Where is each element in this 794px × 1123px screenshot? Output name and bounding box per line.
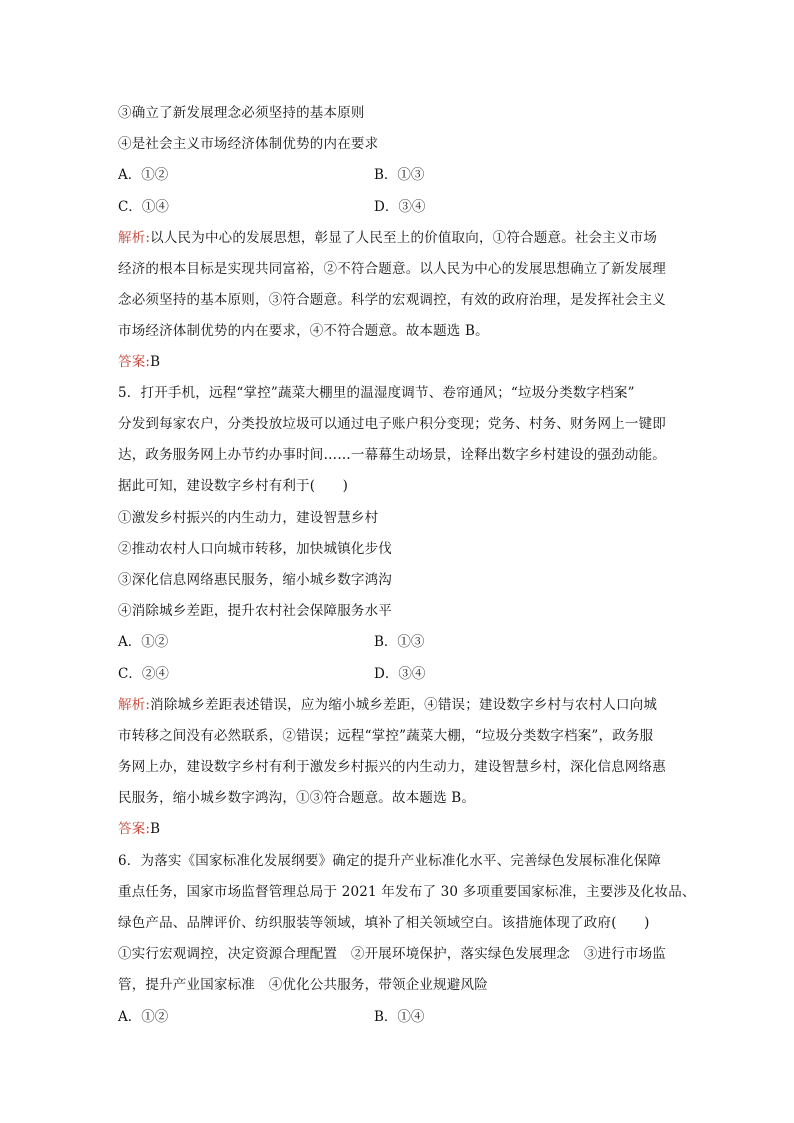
q5-analysis-line: 务网上办，建设数字乡村有利于激发乡村振兴的内生动力，建设智慧乡村，深化信息网络惠 <box>118 759 666 775</box>
q4-option-b: B．①③ <box>374 167 425 183</box>
q5-item-1: ①激发乡村振兴的内生动力，建设智慧乡村 <box>118 510 379 526</box>
q5-answer-value: B <box>150 821 161 837</box>
q6-option-a: A．①② <box>118 1009 169 1025</box>
q6-items-line-1: ①实行宏观调控，决定资源合理配置 ②开展环境保护，落实绿色发展理念 ③进行市场监 <box>118 946 666 962</box>
q5-item-2: ②推动农村人口向城市转移，加快城镇化步伐 <box>118 541 392 557</box>
q6-stem-line: 6．为落实《国家标准化发展纲要》确定的提升产业标准化水平、完善绿色发展标准化保障 <box>118 853 662 869</box>
q5-answer <box>118 819 688 839</box>
q5-analysis-text: 消除城乡差距表述错误，应为缩小城乡差距，④错误；建设数字乡村与农村人口向城 <box>150 697 658 713</box>
q4-analysis-text: 以人民为中心的发展思想，彰显了人民至上的价值取向，①符合题意。社会主义市场 <box>150 230 658 246</box>
q5-analysis-label: 解析: <box>118 697 151 713</box>
q5-analysis-line: 市转移之间没有必然联系，②错误；远程“掌控”蔬菜大棚，“垃圾分类数字档案”，政务服 <box>118 728 654 744</box>
q4-option-d: D．③④ <box>374 199 426 215</box>
q5-stem-line: 据此可知，建设数字乡村有利于( ) <box>118 478 349 494</box>
q5-option-a: A．①② <box>118 634 169 650</box>
q4-answer-label: 答案: <box>118 354 151 370</box>
q4-option-c: C．①④ <box>118 199 169 215</box>
q4-item-4: ④是社会主义市场经济体制优势的内在要求 <box>118 136 379 152</box>
q4-analysis-line: 市场经济体制优势的内在要求，④不符合题意。故本题选 B。 <box>118 323 489 339</box>
q4-analysis-line <box>118 228 688 248</box>
q5-stem-line: 5．打开手机，远程“掌控”蔬菜大棚里的温湿度调节、卷帘通风；“垃圾分类数字档案” <box>118 385 635 401</box>
q4-item-3: ③确立了新发展理念必须坚持的基本原则 <box>118 105 365 121</box>
q5-item-3: ③深化信息网络惠民服务，缩小城乡数字鸿沟 <box>118 572 392 588</box>
q5-analysis-line: 民服务，缩小城乡数字鸿沟，①③符合题意。故本题选 B。 <box>118 790 476 806</box>
q5-option-c: C．②④ <box>118 666 169 682</box>
q5-answer-label: 答案: <box>118 821 151 837</box>
q6-option-b: B．①④ <box>374 1009 425 1025</box>
q4-analysis-label: 解析: <box>118 230 151 246</box>
q4-option-a: A．①② <box>118 167 169 183</box>
q5-item-4: ④消除城乡差距，提升农村社会保障服务水平 <box>118 603 392 619</box>
q5-analysis-line <box>118 695 688 715</box>
q4-analysis-line: 念必须坚持的基本原则，③符合题意。科学的宏观调控，有效的政府治理，是发挥社会主义 <box>118 292 666 308</box>
q5-stem-line: 达，政务服务网上办节约办事时间……一幕幕生动场景，诠释出数字乡村建设的强劲动能。 <box>118 447 666 463</box>
q6-stem-line: 重点任务，国家市场监督管理总局于 2021 年发布了 30 多项重要国家标准，主要涉及化妆品、 <box>118 884 696 900</box>
q4-answer-value: B <box>150 354 161 370</box>
q5-option-b: B．①③ <box>374 634 425 650</box>
q6-items-line-2: 管，提升产业国家标准 ④优化公共服务，带领企业规避风险 <box>118 977 488 993</box>
q4-analysis-line: 经济的根本目标是实现共同富裕，②不符合题意。以人民为中心的发展思想确立了新发展理 <box>118 261 666 277</box>
q6-stem-line: 绿色产品、品牌评价、纺织服装等领域，填补了相关领域空白。该措施体现了政府( ) <box>118 915 650 931</box>
q5-stem-line: 分发到每家农户，分类投放垃圾可以通过电子账户积分变现；党务、村务、财务网上一键即 <box>118 416 666 432</box>
q4-answer <box>118 352 688 372</box>
q5-option-d: D．③④ <box>374 666 426 682</box>
